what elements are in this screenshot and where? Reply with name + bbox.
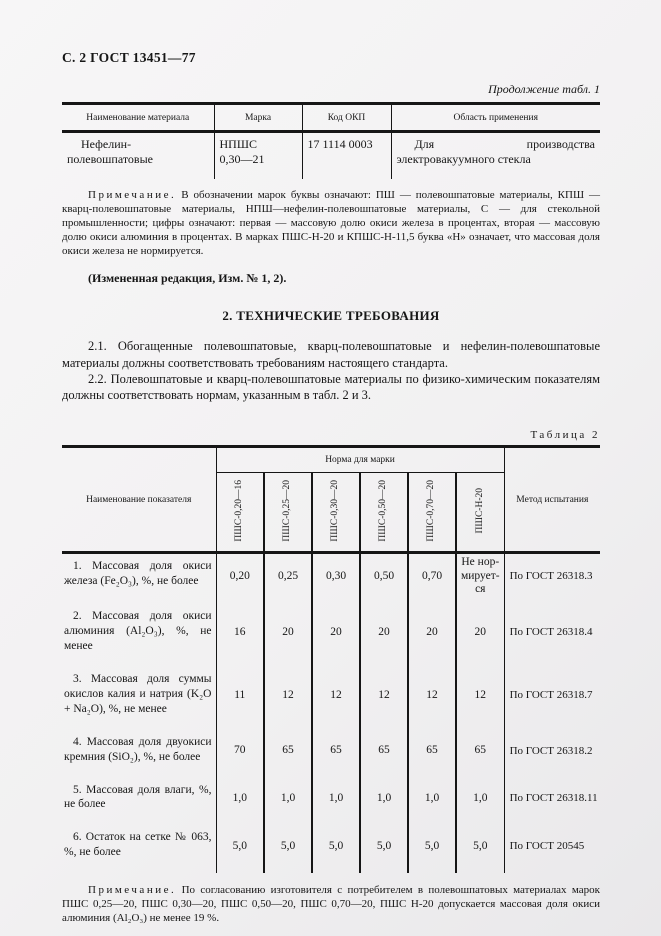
norm-value: 65 bbox=[456, 730, 504, 778]
norm-value: 0,30 bbox=[312, 553, 360, 604]
note-1-label: Примечание. bbox=[88, 189, 177, 201]
norm-value: 20 bbox=[312, 604, 360, 667]
norm-value: 1,0 bbox=[456, 778, 504, 826]
norm-value: 20 bbox=[408, 604, 456, 667]
mark-label: ПШС-0,50—20 bbox=[378, 480, 389, 542]
table-2-col-method: Метод испытания bbox=[504, 447, 600, 553]
mark-header-cell bbox=[264, 473, 312, 553]
okp-code-cell: 17 1114 0003 bbox=[302, 132, 391, 180]
table-2-col-indicator: Наименование показателя bbox=[62, 447, 216, 553]
norm-value: 20 bbox=[360, 604, 408, 667]
norm-value: 12 bbox=[360, 667, 408, 730]
note-2 bbox=[62, 883, 600, 925]
norm-value: 5,0 bbox=[456, 825, 504, 873]
section-2-heading: 2. ТЕХНИЧЕСКИЕ ТРЕБОВАНИЯ bbox=[222, 308, 440, 324]
norm-value: 11 bbox=[216, 667, 264, 730]
norm-value: 1,0 bbox=[312, 778, 360, 826]
table-2 bbox=[62, 445, 600, 873]
norm-value: 0,50 bbox=[360, 553, 408, 604]
mark-line-2: 0,30—21 bbox=[219, 152, 265, 166]
note-1-text: В обозначении марок буквы означают: ПШ — полевошпатовые материалы, КПШ — кварц-полевошпатовые материалы, НПШ—нефелин-полевошпатовые материалы, С — для стекольной промышленности; цифры означают: первая — массовую долю окиси железа в процентах, вторая — массовую долю окиси алюминия в процентах. В марках ПШС-Н-20 и КПШС-Н-11,5 буква «Н» означает, что массовая доля окиси железа не нормируется. bbox=[62, 189, 601, 258]
indicator-name: 6. Остаток на сетке № 063, %, не более bbox=[64, 831, 212, 859]
norm-value: 1,0 bbox=[264, 778, 312, 826]
indicator-name: 2. Массовая доля окиси алюминия (Al₂O₃), %, не менее bbox=[64, 610, 212, 652]
amendment-note: (Измененная редакция, Изм. № 1, 2). bbox=[88, 271, 287, 286]
norm-value: 12 bbox=[264, 667, 312, 730]
indicator-name: 4. Массовая доля двуокиси кремния (SiO₂), %, не более bbox=[64, 735, 212, 763]
mark-header-cell bbox=[216, 473, 264, 553]
norm-value: 12 bbox=[312, 667, 360, 730]
test-method: По ГОСТ 26318.2 bbox=[504, 730, 600, 778]
norm-value: 1,0 bbox=[216, 778, 264, 826]
norm-value: 0,70 bbox=[408, 553, 456, 604]
norm-value: 20 bbox=[456, 604, 504, 667]
page-header: С. 2 ГОСТ 13451—77 bbox=[62, 50, 196, 65]
material-name-cell: Нефелин-полевошпатовые bbox=[67, 137, 153, 166]
test-method: По ГОСТ 20545 bbox=[504, 825, 600, 873]
note-2-label: Примечание. bbox=[88, 884, 177, 897]
norm-value: 12 bbox=[456, 667, 504, 730]
test-method: По ГОСТ 26318.11 bbox=[504, 778, 600, 826]
norm-value: 5,0 bbox=[360, 825, 408, 873]
table1-continuation-label: Продолжение табл. 1 bbox=[488, 82, 600, 96]
norm-value: Не нормируется bbox=[456, 553, 504, 604]
indicator-name: 3. Массовая доля суммы окислов калия и натрия (K₂O + Na₂O), %, не менее bbox=[64, 672, 212, 715]
norm-value: 1,0 bbox=[408, 778, 456, 826]
mark-header-cell bbox=[408, 473, 456, 553]
mark-label: ПШС-Н-20 bbox=[474, 488, 485, 534]
table-1-col-mark: Марка bbox=[214, 104, 302, 132]
table-row bbox=[62, 825, 600, 873]
table-1-col-material: Наименование материала bbox=[62, 104, 214, 132]
norm-value: 0,20 bbox=[216, 553, 264, 604]
test-method: По ГОСТ 26318.3 bbox=[504, 553, 600, 604]
table-row bbox=[62, 132, 600, 180]
table-2-norm-group-header: Норма для марки bbox=[216, 447, 504, 473]
norm-value: 5,0 bbox=[408, 825, 456, 873]
table-row bbox=[62, 553, 600, 604]
table-row bbox=[62, 778, 600, 826]
table-2-caption: Таблица 2 bbox=[530, 429, 600, 442]
mark-header-cell bbox=[456, 473, 504, 553]
norm-value: 20 bbox=[264, 604, 312, 667]
application-cell: Для производства электровакуумного стекла bbox=[391, 132, 600, 180]
table-row bbox=[62, 730, 600, 778]
mark-label: ПШС-0,20—16 bbox=[234, 480, 244, 542]
note-1 bbox=[62, 188, 600, 258]
note-2-text: По согласованию изготовителя с потребителем в полевошпатовых материалах марок ПШС 0,25—20, ПШС 0,30—20, ПШС 0,50—20, ПШС 0,70—20, ПШС Н-20 допускается массовая доля окиси алюминия (Al₂O₃) не менее 19 %. bbox=[62, 884, 600, 925]
norm-value: 1,0 bbox=[360, 778, 408, 826]
test-method: По ГОСТ 26318.7 bbox=[504, 667, 600, 730]
table-1-col-application: Область применения bbox=[391, 104, 600, 132]
norm-value: 5,0 bbox=[264, 825, 312, 873]
norm-value: 70 bbox=[216, 730, 264, 778]
mark-header-cell bbox=[312, 473, 360, 553]
table-row bbox=[62, 667, 600, 730]
document-page bbox=[62, 0, 600, 926]
mark-cell bbox=[214, 132, 302, 180]
mark-label: ПШС-0,70—20 bbox=[426, 480, 437, 542]
mark-label: ПШС-0,25—20 bbox=[282, 480, 293, 542]
norm-value: 16 bbox=[216, 604, 264, 667]
norm-value: 65 bbox=[312, 730, 360, 778]
indicator-name: 1. Массовая доля окиси железа (Fe₂O₃), %, не более bbox=[64, 560, 212, 588]
mark-header-cell bbox=[360, 473, 408, 553]
norm-value: 12 bbox=[408, 667, 456, 730]
table-row bbox=[62, 604, 600, 667]
paragraph-2-2: 2.2. Полевошпатовые и кварц-полевошпатовые материалы по физико-химическим показателям должны соответствовать нормам, указанным в табл. 2 и 3. bbox=[62, 371, 600, 403]
indicator-name: 5. Массовая доля влаги, %, не более bbox=[64, 783, 212, 811]
table-1-header-row bbox=[62, 104, 600, 132]
norm-value: 65 bbox=[264, 730, 312, 778]
norm-value: 5,0 bbox=[312, 825, 360, 873]
table-1 bbox=[62, 102, 600, 179]
test-method: По ГОСТ 26318.4 bbox=[504, 604, 600, 667]
norm-value: 5,0 bbox=[216, 825, 264, 873]
norm-value: 65 bbox=[408, 730, 456, 778]
norm-value: 65 bbox=[360, 730, 408, 778]
mark-line-1: НПШС bbox=[219, 137, 257, 151]
table-2-header-row-1 bbox=[62, 447, 600, 473]
table-1-col-okp: Код ОКП bbox=[302, 104, 391, 132]
mark-label: ПШС-0,30—20 bbox=[330, 480, 341, 542]
norm-value: 0,25 bbox=[264, 553, 312, 604]
paragraph-2-1: 2.1. Обогащенные полевошпатовые, кварц-полевошпатовые и нефелин-полевошпатовые материалы должны соответствовать требованиям настоящего стандарта. bbox=[62, 339, 600, 370]
